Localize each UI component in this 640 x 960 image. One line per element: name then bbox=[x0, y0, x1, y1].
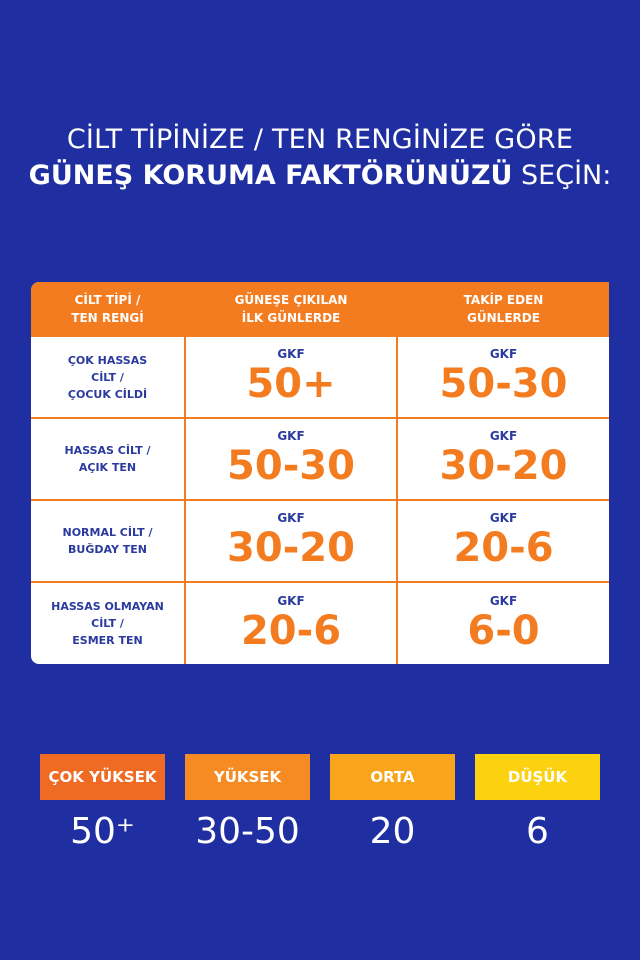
row-label-line: ESMER TEN bbox=[72, 634, 143, 648]
header-first-days-line2: İLK GÜNLERDE bbox=[241, 310, 341, 325]
headline-line-2-bold: GÜNEŞ KORUMA FAKTÖRÜNÜZÜ bbox=[28, 160, 513, 191]
following-days-cell bbox=[397, 582, 609, 664]
table-row bbox=[31, 582, 609, 664]
gkf-label: GKF bbox=[277, 347, 305, 362]
gkf-label: GKF bbox=[277, 429, 305, 444]
level-value: 30-50 bbox=[195, 811, 300, 852]
gkf-label: GKF bbox=[277, 593, 305, 608]
following-days-cell bbox=[397, 336, 609, 418]
spf-value: 6-0 bbox=[467, 607, 540, 654]
level-medium bbox=[330, 754, 455, 854]
first-days-cell bbox=[185, 500, 397, 582]
gkf-label: GKF bbox=[489, 511, 518, 526]
spf-value: 20-6 bbox=[240, 607, 342, 654]
spf-value: 50-30 bbox=[227, 443, 355, 490]
level-low bbox=[475, 754, 600, 854]
gkf-label: GKF bbox=[489, 347, 518, 362]
row-label-line: BUĞDAY TEN bbox=[68, 543, 147, 557]
spf-value: 30-20 bbox=[439, 443, 568, 490]
row-label-line: ÇOCUK CİLDİ bbox=[67, 387, 148, 401]
spf-value: 30-20 bbox=[227, 525, 355, 572]
spf-value: 50+ bbox=[246, 361, 336, 408]
header-following-days-line2: GÜNLERDE bbox=[467, 310, 540, 325]
gkf-label: GKF bbox=[277, 511, 305, 526]
header-first-days-line1: GÜNEŞE ÇIKILAN bbox=[234, 292, 348, 307]
row-label-line: ÇOK HASSAS bbox=[67, 353, 148, 367]
headline-line-2-rest: SEÇİN: bbox=[512, 160, 612, 191]
row-label-line: HASSAS CİLT / bbox=[64, 444, 151, 458]
headline-line-2 bbox=[0, 158, 640, 194]
row-label-line: HASSAS OLMAYAN bbox=[51, 600, 164, 614]
row-label-line: AÇIK TEN bbox=[78, 461, 137, 475]
table-header-row bbox=[31, 282, 609, 336]
header-skin-type-line2: TEN RENGİ bbox=[71, 310, 144, 325]
level-badge: YÜKSEK bbox=[185, 754, 310, 800]
level-value: 6 bbox=[526, 811, 549, 852]
row-label-line: CİLT / bbox=[91, 370, 124, 384]
row-label-line: NORMAL CİLT / bbox=[62, 526, 153, 540]
first-days-cell bbox=[185, 582, 397, 664]
table-row bbox=[31, 418, 609, 500]
row-label bbox=[31, 418, 185, 500]
row-label bbox=[31, 336, 185, 418]
first-days-cell bbox=[185, 336, 397, 418]
header-skin-type bbox=[31, 282, 185, 336]
table-row bbox=[31, 500, 609, 582]
header-first-days bbox=[185, 282, 397, 336]
level-badge: DÜŞÜK bbox=[475, 754, 600, 800]
spf-value: 20-6 bbox=[453, 525, 554, 572]
first-days-cell bbox=[185, 418, 397, 500]
following-days-cell bbox=[397, 418, 609, 500]
gkf-label: GKF bbox=[489, 429, 518, 444]
spf-table bbox=[31, 282, 609, 664]
headline bbox=[0, 122, 640, 194]
protection-levels bbox=[40, 754, 600, 854]
row-label bbox=[31, 582, 185, 664]
spf-value: 50-30 bbox=[439, 361, 568, 408]
row-label bbox=[31, 500, 185, 582]
table-row bbox=[31, 336, 609, 418]
row-label-line: CİLT / bbox=[91, 617, 124, 631]
following-days-cell bbox=[397, 500, 609, 582]
level-badge: ORTA bbox=[330, 754, 455, 800]
level-very-high bbox=[40, 754, 165, 854]
headline-line-1: CİLT TİPİNİZE / TEN RENGİNİZE GÖRE bbox=[66, 124, 574, 155]
header-skin-type-line1: CİLT TİPİ / bbox=[74, 292, 141, 307]
gkf-label: GKF bbox=[489, 593, 518, 608]
level-badge: ÇOK YÜKSEK bbox=[40, 754, 165, 800]
header-following-days-line1: TAKİP EDEN bbox=[463, 292, 544, 307]
level-high bbox=[185, 754, 310, 854]
level-value: 50⁺ bbox=[70, 811, 135, 852]
header-following-days bbox=[397, 282, 609, 336]
level-value: 20 bbox=[369, 811, 416, 852]
